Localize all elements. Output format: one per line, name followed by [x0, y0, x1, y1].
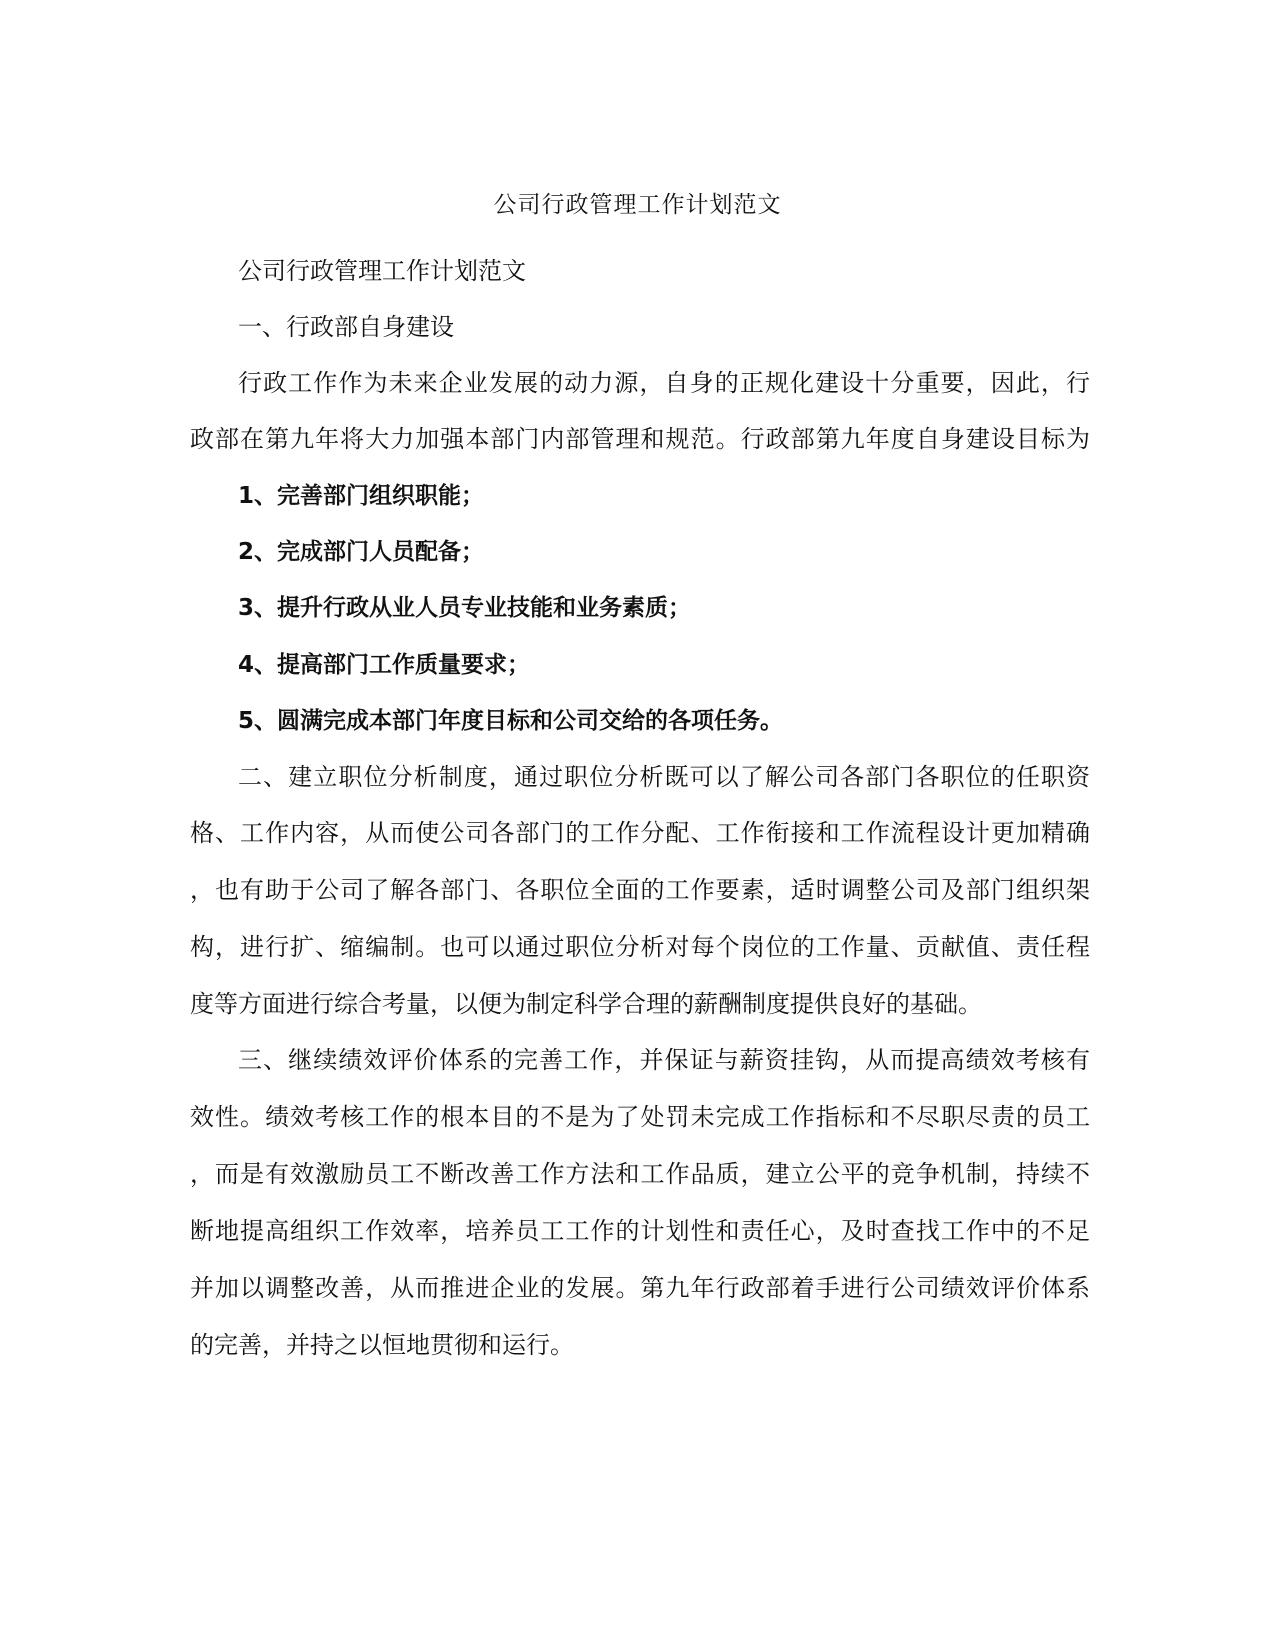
- goal-item-text: 2、完成部门人员配备；: [238, 539, 485, 565]
- section2-line: 度等方面进行综合考量，以便为制定科学合理的薪酬制度提供良好的基础。: [190, 990, 982, 1018]
- goal-item-text: 3、提升行政从业人员专业技能和业务素质；: [238, 595, 692, 621]
- section1-body: [190, 368, 1090, 454]
- section2-line: 二、建立职位分析制度，通过职位分析既可以了解公司各部门各职位的任职资: [238, 763, 1090, 791]
- section1-body-line: 行政工作作为未来企业发展的动力源，自身的正规化建设十分重要，因此，行: [238, 369, 1090, 397]
- section3-line: 断地提高组织工作效率，培养员工工作的计划性和责任心，及时查找工作中的不足: [190, 1217, 1090, 1245]
- section1-heading: [190, 312, 1090, 342]
- goal-item: [190, 650, 1090, 680]
- section2-paragraph: [190, 762, 1090, 1019]
- goal-item: [190, 706, 1090, 736]
- section1-heading-text: 一、行政部自身建设: [238, 313, 454, 341]
- goal-item: [190, 481, 1090, 511]
- document-title: 公司行政管理工作计划范文: [493, 192, 782, 218]
- section3-line: 三、继续绩效评价体系的完善工作，并保证与薪资挂钩，从而提高绩效考核有: [238, 1046, 1090, 1074]
- section2-line: ，也有助于公司了解各部门、各职位全面的工作要素，适时调整公司及部门组织架: [190, 876, 1090, 904]
- section3-paragraph: [190, 1045, 1090, 1360]
- subtitle: [190, 256, 1090, 286]
- section3-line: 效性。绩效考核工作的根本目的不是为了处罚未完成工作指标和不尽职尽责的员工: [190, 1103, 1090, 1131]
- goal-item-text: 4、提高部门工作质量要求；: [238, 652, 531, 678]
- goal-item: [190, 537, 1090, 567]
- goal-item-text: 5、圆满完成本部门年度目标和公司交给的各项任务。: [238, 708, 784, 734]
- section2-line: 构，进行扩、缩编制。也可以通过职位分析对每个岗位的工作量、贡献值、责任程: [190, 933, 1090, 961]
- section1-body-line: 政部在第九年将大力加强本部门内部管理和规范。行政部第九年度自身建设目标为: [190, 425, 1090, 453]
- section3-line: 的完善，并持之以恒地贯彻和运行。: [190, 1331, 574, 1359]
- section3-line: ，而是有效激励员工不断改善工作方法和工作品质，建立公平的竞争机制，持续不: [190, 1160, 1090, 1188]
- goal-item-text: 1、完善部门组织职能；: [238, 483, 485, 509]
- section2-line: 格、工作内容，从而使公司各部门的工作分配、工作衔接和工作流程设计更加精确: [190, 819, 1090, 847]
- subtitle-text: 公司行政管理工作计划范文: [238, 257, 526, 285]
- section3-line: 并加以调整改善，从而推进企业的发展。第九年行政部着手进行公司绩效评价体系: [190, 1274, 1090, 1302]
- goal-item: [190, 593, 1090, 623]
